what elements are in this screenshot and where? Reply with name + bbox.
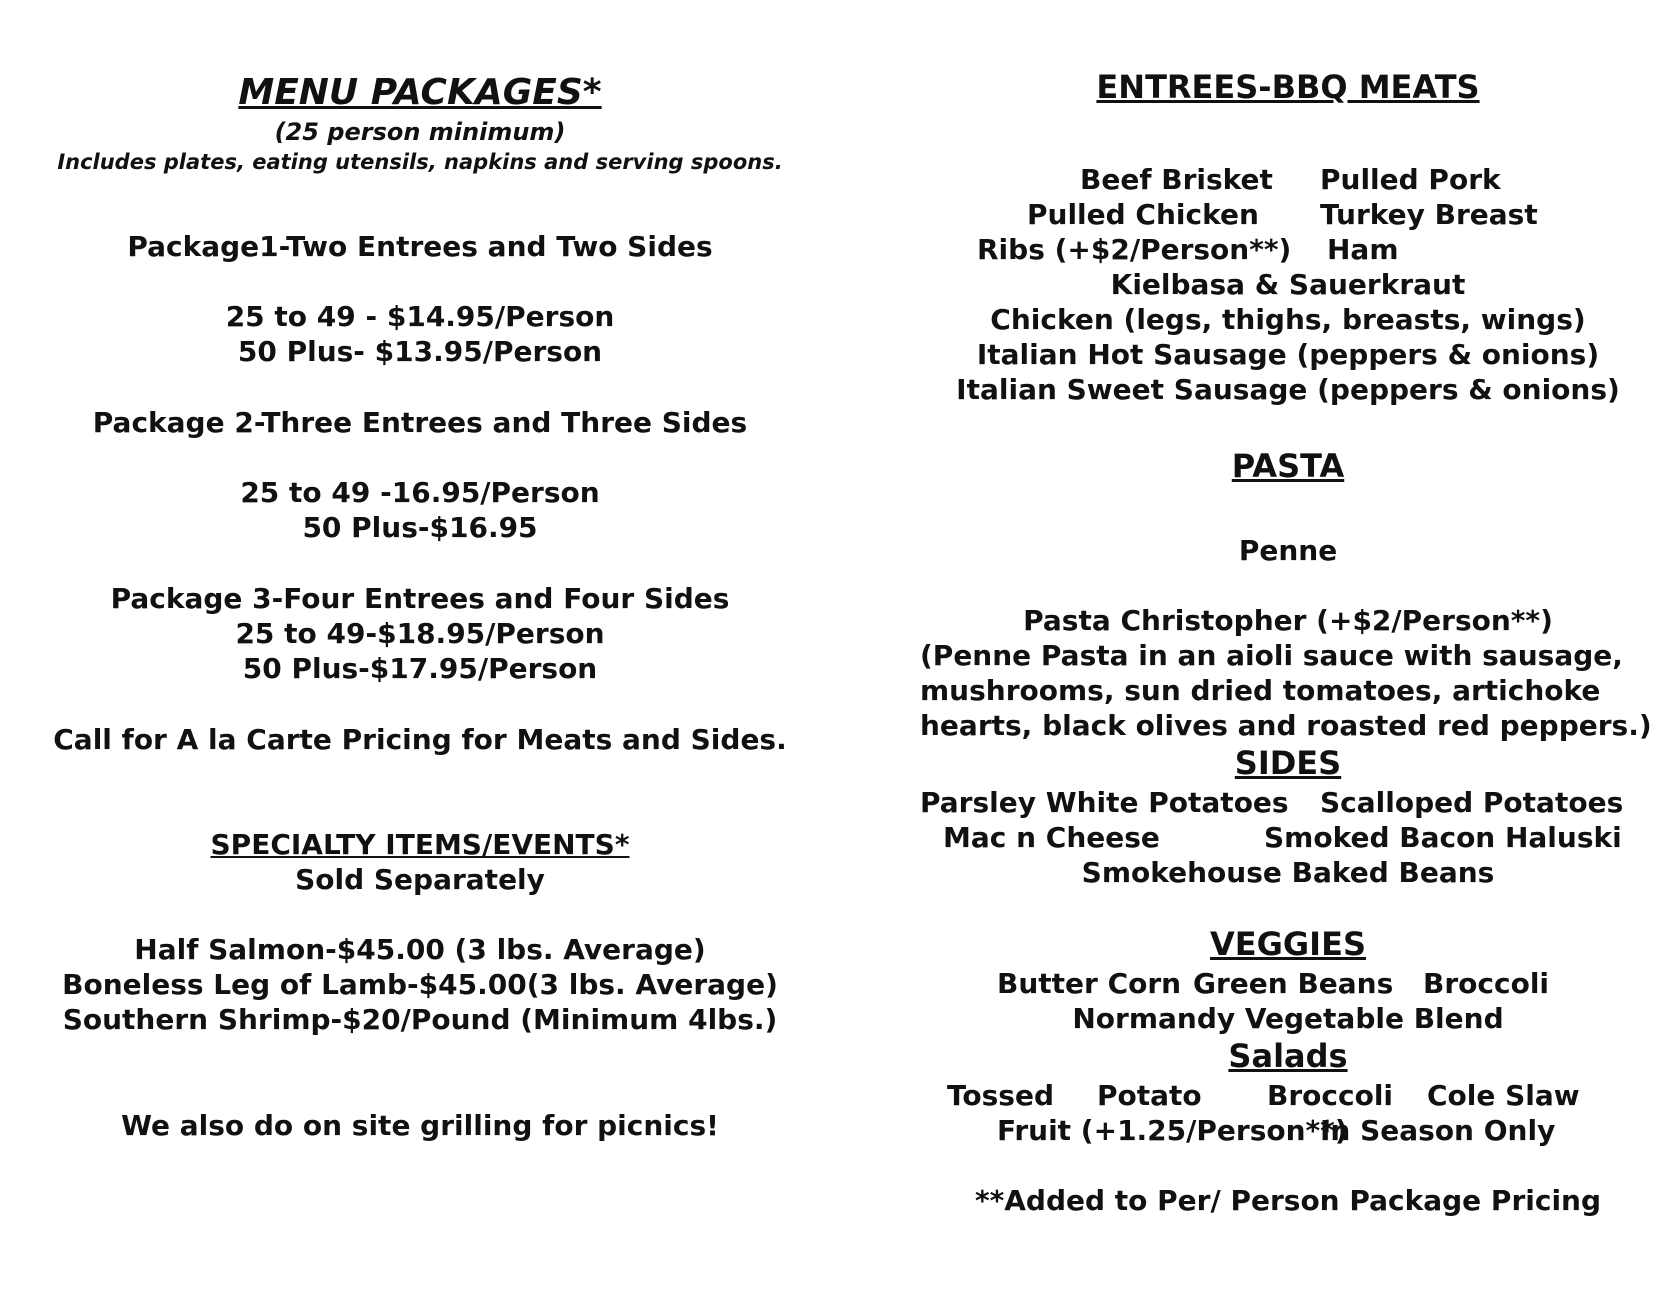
sides-title: SIDES [1234, 744, 1342, 782]
pasta-item: Penne [1238, 534, 1338, 567]
salad-item: Potato [1097, 1079, 1202, 1112]
veggie-item: Butter Corn [997, 967, 1182, 1000]
pasta-description-line: (Penne Pasta in an aioli sauce with sausage, [920, 639, 1623, 672]
side-item: Mac n Cheese [943, 821, 1160, 854]
entree-item: Pulled Chicken [1027, 198, 1259, 231]
package3-price-small: 25 to 49-$18.95/Person [235, 617, 605, 650]
salad-item: Fruit (+1.25/Person**) [997, 1114, 1348, 1147]
side-item: Smokehouse Baked Beans [1081, 856, 1495, 889]
side-item: Scalloped Potatoes [1320, 786, 1624, 819]
package2-title: Package 2-Three Entrees and Three Sides [92, 406, 748, 439]
specialty-item: Half Salmon-$45.00 (3 lbs. Average) [134, 933, 706, 966]
veggies-title: VEGGIES [1210, 925, 1366, 963]
entree-item: Ham [1327, 233, 1399, 266]
specialty-subtitle: Sold Separately [295, 863, 545, 896]
pasta-description-line: hearts, black olives and roasted red peppers.) [920, 709, 1652, 742]
entree-item: Ribs (+$2/Person**) [977, 233, 1292, 266]
entree-item: Kielbasa & Sauerkraut [1110, 268, 1466, 301]
entrees-title: ENTREES-BBQ MEATS [1096, 68, 1480, 106]
specialty-title: SPECIALTY ITEMS/EVENTS* [210, 828, 630, 861]
alacarte-note: Call for A la Carte Pricing for Meats and Sides. [53, 723, 787, 756]
entree-item: Italian Sweet Sausage (peppers & onions) [956, 373, 1620, 406]
pasta-item: Pasta Christopher (+$2/Person**) [1023, 604, 1553, 637]
package3-price-large: 50 Plus-$17.95/Person [242, 652, 598, 685]
package1-title: Package1-Two Entrees and Two Sides [127, 230, 713, 263]
season-note: In Season Only [1320, 1114, 1556, 1147]
entree-item: Beef Brisket [1080, 163, 1273, 196]
salad-item: Broccoli [1267, 1079, 1394, 1112]
package2-price-small: 25 to 49 -16.95/Person [240, 476, 600, 509]
package2-price-large: 50 Plus-$16.95 [302, 511, 538, 544]
grilling-note: We also do on site grilling for picnics! [121, 1109, 719, 1142]
entree-item: Turkey Breast [1320, 198, 1538, 231]
package3-title: Package 3-Four Entrees and Four Sides [110, 582, 730, 615]
entree-item: Italian Hot Sausage (peppers & onions) [976, 338, 1600, 371]
veggie-item: Normandy Vegetable Blend [1072, 1002, 1504, 1035]
veggie-item: Broccoli [1423, 967, 1550, 1000]
pasta-description-line: mushrooms, sun dried tomatoes, artichoke [920, 674, 1601, 707]
pricing-footnote: **Added to Per/ Person Package Pricing [974, 1184, 1602, 1217]
specialty-item: Boneless Leg of Lamb-$45.00(3 lbs. Average) [62, 968, 778, 1001]
salads-title: Salads [1228, 1037, 1348, 1075]
minimum-note: (25 person minimum) [274, 118, 566, 146]
side-item: Smoked Bacon Haluski [1264, 821, 1622, 854]
specialty-item: Southern Shrimp-$20/Pound (Minimum 4lbs.) [62, 1003, 778, 1036]
salad-item: Tossed [947, 1079, 1054, 1112]
salad-item: Cole Slaw [1427, 1079, 1580, 1112]
package1-price-small: 25 to 49 - $14.95/Person [225, 300, 615, 333]
entree-item: Chicken (legs, thighs, breasts, wings) [990, 303, 1586, 336]
package1-price-large: 50 Plus- $13.95/Person [237, 335, 603, 368]
menu-packages-title: MENU PACKAGES* [238, 72, 602, 113]
veggie-item: Green Beans [1193, 967, 1394, 1000]
side-item: Parsley White Potatoes [920, 786, 1289, 819]
entree-item: Pulled Pork [1320, 163, 1501, 196]
includes-note: Includes plates, eating utensils, napkins and serving spoons. [57, 150, 783, 174]
pasta-title: PASTA [1231, 447, 1345, 485]
